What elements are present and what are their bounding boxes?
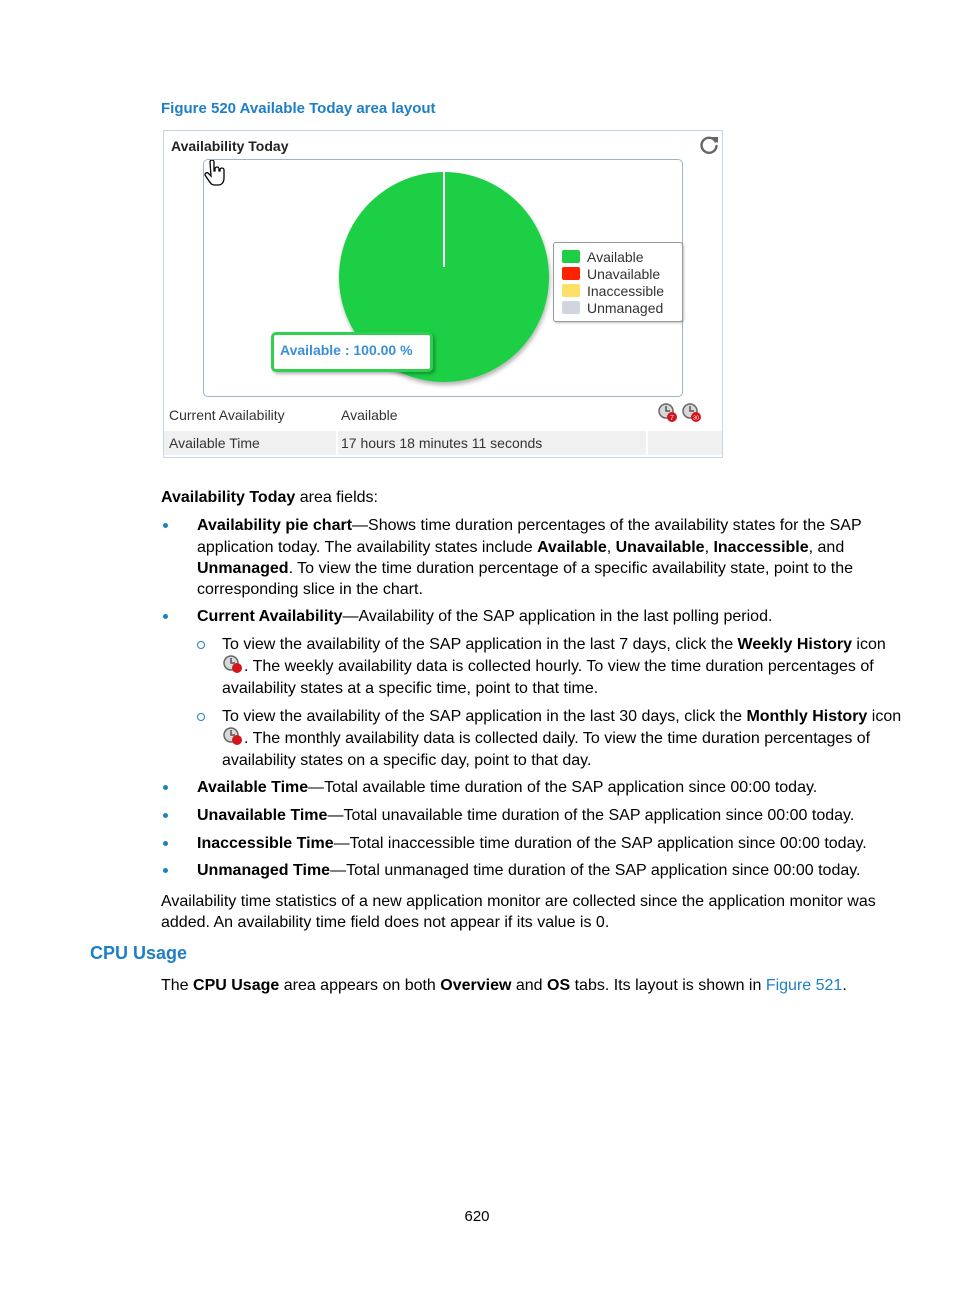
pie-tooltip	[271, 332, 433, 372]
monthly-history-icon[interactable]	[682, 403, 702, 423]
monthly-history-icon	[222, 727, 244, 746]
bullet-pie-chart-l2: application today. The availability states include Available, Unavailable, Inaccessible, and	[197, 539, 845, 556]
stats-paragraph-l1: Availability time statistics of a new application monitor are collected since the application monitor was	[161, 893, 876, 910]
stats-paragraph-l2: added. An availability time field does not appear if its value is 0.	[161, 914, 610, 931]
bullet-inaccessible-time: Inaccessible Time—Total inaccessible time duration of the SAP application since 00:00 today.	[197, 835, 867, 852]
sub-monthly-l2: . The monthly availability data is collected daily. To view the time duration percentages of	[222, 727, 870, 749]
row-label: Current Availability	[169, 407, 285, 423]
available-time-row	[164, 431, 722, 455]
legend-item-unmanaged[interactable]	[562, 299, 663, 316]
legend-label: Inaccessible	[587, 282, 665, 299]
row-value: Available	[341, 407, 398, 423]
history-icons	[658, 403, 702, 423]
legend-item-available[interactable]	[562, 248, 644, 265]
bullet-available-time: Available Time—Total available time duration of the SAP application since 00:00 today.	[197, 779, 818, 796]
weekly-history-icon	[222, 655, 244, 674]
intro-line: Availability Today area fields:	[161, 489, 378, 506]
legend-label: Available	[587, 248, 644, 265]
bullet	[163, 813, 168, 818]
legend-swatch	[562, 250, 580, 263]
chart-legend	[553, 242, 683, 322]
section-title-cpu-usage: CPU Usage	[90, 943, 188, 963]
legend-label: Unmanaged	[587, 299, 664, 316]
bullet-pie-chart-l1: Availability pie chart—Shows time duration percentages of the availability states for the SAP	[197, 517, 862, 534]
legend-swatch	[562, 284, 580, 297]
bullet	[163, 785, 168, 790]
bullet-pie-chart-l3: Unmanaged. To view the time duration percentage of a specific availability state, point to the	[197, 560, 854, 577]
sub-bullet	[197, 713, 205, 721]
bullet	[163, 841, 168, 846]
panel-title: Availability Today	[171, 138, 289, 154]
legend-item-inaccessible[interactable]	[562, 282, 664, 299]
legend-label: Unavailable	[587, 265, 661, 282]
sub-weekly-l3: availability states at a specific time, point to that time.	[222, 680, 599, 697]
sub-monthly-l3: availability states on a specific day, point to that day.	[222, 752, 592, 769]
current-availability-row	[164, 403, 722, 427]
legend-swatch	[562, 267, 580, 280]
weekly-history-icon[interactable]	[658, 403, 678, 423]
figure-caption: Figure 520 Available Today area layout	[161, 100, 436, 117]
legend-item-unavailable[interactable]	[562, 265, 660, 282]
sub-monthly-l1: To view the availability of the SAP application in the last 30 days, click the Monthly History icon	[222, 708, 902, 725]
bullet	[163, 868, 168, 873]
svg-text:7: 7	[670, 415, 674, 422]
sub-bullet	[197, 641, 205, 649]
figure-521-link[interactable]: Figure 521	[765, 977, 843, 994]
pie-chart-area	[203, 159, 683, 397]
hand-cursor-icon	[204, 160, 226, 188]
sub-weekly-l1: To view the availability of the SAP application in the last 7 days, click the Weekly History icon	[222, 636, 886, 653]
sub-weekly-l2: . The weekly availability data is collected hourly. To view the time duration percentages of	[222, 655, 874, 677]
bullet-unavailable-time: Unavailable Time—Total unavailable time duration of the SAP application since 00:00 today.	[197, 807, 855, 824]
cpu-usage-paragraph: The CPU Usage area appears on both Overview and OS tabs. Its layout is shown in Figure 521.	[161, 977, 847, 994]
cell-separator	[646, 431, 648, 455]
legend-swatch	[562, 301, 580, 314]
tooltip-text: Available : 100.00 %	[280, 342, 413, 358]
bullet	[163, 614, 168, 619]
bullet	[163, 523, 168, 528]
svg-text:30: 30	[693, 415, 699, 422]
row-label: Available Time	[169, 435, 260, 451]
availability-today-panel	[163, 130, 723, 458]
cell-separator	[336, 431, 338, 455]
page-number: 620	[464, 1208, 490, 1225]
bullet-pie-chart-l4: corresponding slice in the chart.	[197, 581, 423, 598]
row-value: 17 hours 18 minutes 11 seconds	[341, 435, 543, 451]
bullet-unmanaged-time: Unmanaged Time—Total unmanaged time duration of the SAP application since 00:00 today.	[197, 862, 861, 879]
refresh-icon[interactable]	[698, 134, 720, 156]
bullet-current-availability: Current Availability—Availability of the SAP application in the last polling period.	[197, 608, 773, 625]
